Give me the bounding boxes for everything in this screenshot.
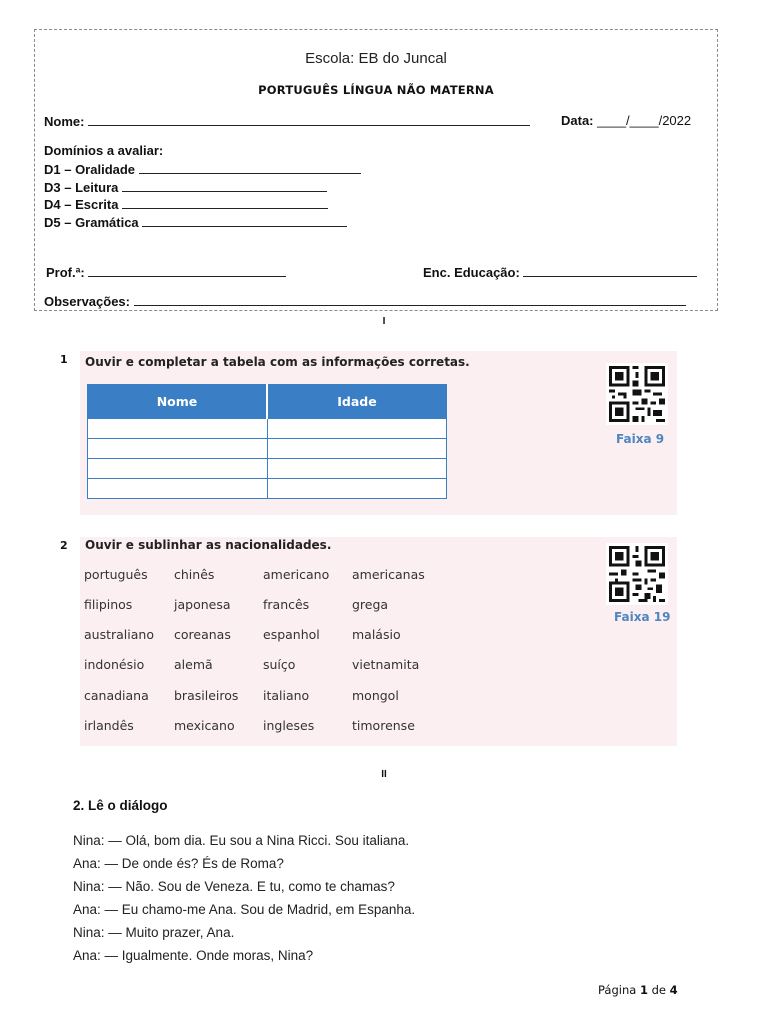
word-item[interactable]: japonesa — [174, 597, 231, 612]
domain-d1-line[interactable] — [139, 161, 361, 174]
school-name: Escola: EB do Juncal — [305, 50, 447, 67]
subject-title: PORTUGUÊS LÍNGUA NÃO MATERNA — [258, 83, 494, 97]
domains-label: Domínios a avaliar: — [44, 143, 164, 158]
word-item[interactable]: australiano — [84, 627, 154, 642]
dialogue-line: Ana: — De onde és? És de Roma? — [73, 856, 284, 871]
qr-code-icon[interactable] — [606, 363, 668, 425]
word-item[interactable]: irlandês — [84, 718, 134, 733]
domain-d3-label: D3 – Leitura — [44, 180, 119, 195]
word-item[interactable]: brasileiros — [174, 688, 239, 703]
domain-d3[interactable] — [44, 179, 327, 195]
observations-label: Observações: — [44, 294, 130, 309]
header-box — [34, 29, 718, 311]
domain-d4-label: D4 – Escrita — [44, 197, 119, 212]
observations-field[interactable] — [44, 293, 686, 309]
word-item[interactable]: ingleses — [263, 718, 315, 733]
guardian-label: Enc. Educação: — [423, 265, 520, 280]
table-cell[interactable] — [88, 419, 268, 439]
word-item[interactable]: alemã — [174, 657, 213, 672]
exercise-1-instruction: Ouvir e completar a tabela com as informações corretas. — [85, 355, 470, 369]
footer-separator: de — [651, 983, 666, 997]
names-table — [87, 384, 447, 499]
domain-d1[interactable] — [44, 161, 361, 177]
exercise-2-instruction: Ouvir e sublinhar as nacionalidades. — [85, 538, 332, 552]
word-item[interactable]: francês — [263, 597, 310, 612]
dialogue-line: Nina: — Muito prazer, Ana. — [73, 925, 235, 940]
domain-d5[interactable] — [44, 214, 347, 230]
table-row — [88, 459, 447, 479]
date-value: ____/____/2022 — [597, 113, 692, 128]
dialogue-line: Nina: — Olá, bom dia. Eu sou a Nina Ricci. Sou italiana. — [73, 833, 410, 848]
domain-d3-line[interactable] — [122, 179, 327, 192]
word-item[interactable]: suíço — [263, 657, 296, 672]
word-item[interactable]: malásio — [352, 627, 401, 642]
word-item[interactable]: espanhol — [263, 627, 320, 642]
word-item[interactable]: vietnamita — [352, 657, 420, 672]
footer-page-number: 1 — [639, 983, 648, 997]
footer-total-pages: 4 — [669, 983, 678, 997]
guardian-line[interactable] — [523, 264, 697, 277]
table-cell[interactable] — [88, 459, 268, 479]
observations-line[interactable] — [134, 293, 686, 306]
exercise-1-number: 1 — [60, 353, 68, 366]
section-numeral-1: I — [382, 316, 386, 327]
exercise-2-number: 2 — [60, 539, 68, 552]
word-item[interactable]: americano — [263, 567, 330, 582]
footer-prefix: Página — [598, 983, 637, 997]
table-cell[interactable] — [88, 439, 268, 459]
word-item[interactable]: grega — [352, 597, 389, 612]
word-item[interactable]: indonésio — [84, 657, 145, 672]
domain-d5-label: D5 – Gramática — [44, 215, 139, 230]
guardian-field[interactable] — [423, 264, 697, 280]
domain-d4-line[interactable] — [122, 196, 328, 209]
qr-code-icon[interactable] — [606, 543, 668, 605]
word-item[interactable]: mexicano — [174, 718, 235, 733]
domain-d4[interactable] — [44, 196, 328, 212]
table-row — [88, 479, 447, 499]
table-row — [88, 419, 447, 439]
name-label: Nome: — [44, 114, 85, 129]
dialogue-line: Ana: — Igualmente. Onde moras, Nina? — [73, 948, 314, 963]
page-footer — [598, 983, 678, 997]
dialogue-line: Ana: — Eu chamo-me Ana. Sou de Madrid, em Espanha. — [73, 902, 416, 917]
column-header-name: Nome — [88, 385, 268, 419]
table-cell[interactable] — [267, 459, 447, 479]
word-item[interactable]: coreanas — [174, 627, 231, 642]
dialogue-line: Nina: — Não. Sou de Veneza. E tu, como te chamas? — [73, 879, 395, 894]
table-cell[interactable] — [88, 479, 268, 499]
date-label: Data: — [561, 113, 594, 128]
table-cell[interactable] — [267, 479, 447, 499]
date-field[interactable] — [561, 113, 691, 128]
name-line[interactable] — [88, 113, 530, 126]
table-row — [88, 439, 447, 459]
teacher-field[interactable] — [46, 264, 286, 280]
dialogue-title: 2. Lê o diálogo — [73, 798, 168, 813]
column-header-age: Idade — [267, 385, 447, 419]
word-item[interactable]: mongol — [352, 688, 399, 703]
word-item[interactable]: timorense — [352, 718, 415, 733]
word-item[interactable]: canadiana — [84, 688, 149, 703]
word-item[interactable]: filipinos — [84, 597, 133, 612]
teacher-label: Prof.ª: — [46, 265, 85, 280]
table-cell[interactable] — [267, 419, 447, 439]
name-field[interactable] — [44, 113, 530, 129]
track-label-1: Faixa 9 — [616, 432, 665, 446]
section-numeral-2: II — [381, 769, 387, 780]
domain-d1-label: D1 – Oralidade — [44, 162, 136, 177]
track-label-2: Faixa 19 — [614, 610, 671, 624]
table-cell[interactable] — [267, 439, 447, 459]
word-item[interactable]: italiano — [263, 688, 310, 703]
domain-d5-line[interactable] — [142, 214, 347, 227]
teacher-line[interactable] — [88, 264, 286, 277]
word-item[interactable]: português — [84, 567, 148, 582]
word-item[interactable]: americanas — [352, 567, 425, 582]
word-item[interactable]: chinês — [174, 567, 215, 582]
